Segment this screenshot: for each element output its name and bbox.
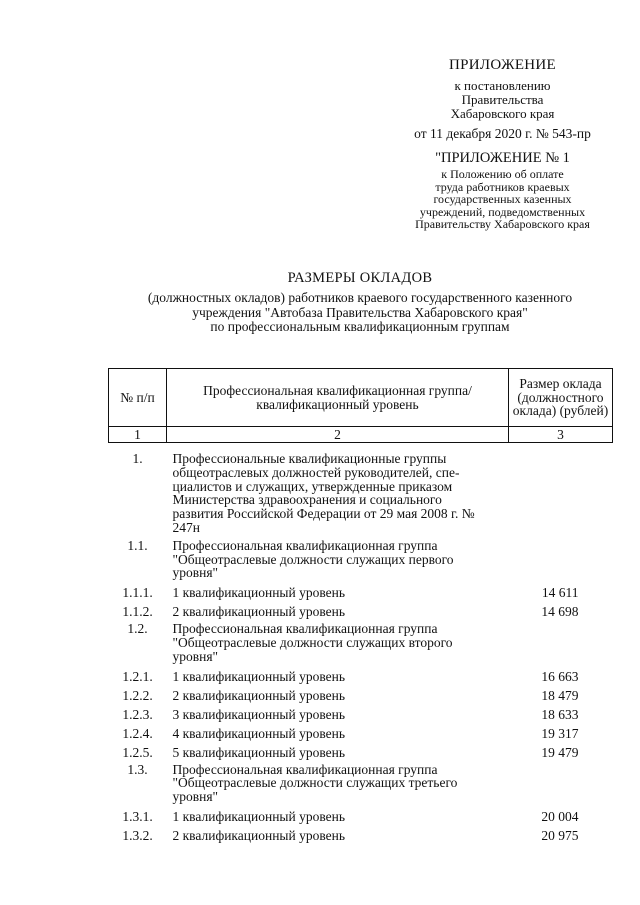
row-name: Профессиональная квалификационная группа "Общеотраслевые должности служащих первого уровня" bbox=[172, 537, 454, 581]
table-row bbox=[109, 826, 613, 845]
row-salary: 18 633 bbox=[541, 706, 579, 722]
row-number: 1.3. bbox=[127, 761, 148, 777]
header-line: к постановлению bbox=[454, 78, 551, 93]
row-number: 1.3.1. bbox=[122, 808, 153, 824]
row-name: 1 квалификационный уровень bbox=[172, 585, 346, 601]
row-number: 1.2.4. bbox=[122, 725, 153, 741]
row-name: 2 квалификационный уровень bbox=[172, 827, 346, 843]
table-row bbox=[109, 538, 613, 583]
row-salary bbox=[509, 762, 613, 807]
table-row bbox=[109, 807, 613, 826]
header-line: Хабаровского края bbox=[450, 106, 555, 121]
header-name: Профессиональная квалификационная группа/ квалификационный уровень bbox=[167, 369, 509, 427]
main-title: РАЗМЕРЫ ОКЛАДОВ bbox=[287, 270, 433, 286]
sub-appendix-line: Правительству Хабаровского края bbox=[415, 217, 590, 232]
table-row bbox=[109, 621, 613, 666]
table-body bbox=[109, 451, 613, 845]
column-index: 3 bbox=[509, 427, 613, 443]
sub-appendix-line: учреждений, подведомственных bbox=[419, 204, 586, 219]
row-salary: 19 479 bbox=[541, 744, 579, 760]
row-name: Профессиональные квалификационные группы общеотраслевых должностей руководителей, спе-циалистов и служащих, утвержденные приказом Министерства здравоохранения и социального развития Российской Федерации от 29 мая 2008 г. № 247н bbox=[172, 451, 475, 535]
row-name: 1 квалификационный уровень bbox=[172, 808, 346, 824]
row-salary: 14 698 bbox=[541, 604, 579, 620]
row-salary bbox=[509, 451, 613, 538]
row-number: 1.2.5. bbox=[122, 744, 153, 760]
row-number: 1.1. bbox=[127, 537, 148, 553]
table-row bbox=[109, 762, 613, 807]
row-salary bbox=[509, 538, 613, 583]
row-salary: 18 479 bbox=[541, 687, 579, 703]
table-row bbox=[109, 705, 613, 724]
table-row bbox=[109, 667, 613, 686]
title-line: (должностных окладов) работников краевого государственного казенного bbox=[147, 290, 573, 305]
table-row bbox=[109, 686, 613, 705]
row-number: 1.2.3. bbox=[122, 706, 153, 722]
row-name: Профессиональная квалификационная группа "Общеотраслевые должности служащих второго уровня" bbox=[172, 621, 453, 664]
row-name: 2 квалификационный уровень bbox=[172, 604, 346, 620]
table-row bbox=[109, 451, 613, 538]
salary-table bbox=[108, 368, 613, 845]
title-line: учреждения "Автобаза Правительства Хабаровского края" bbox=[192, 304, 528, 320]
row-name: 5 квалификационный уровень bbox=[172, 744, 346, 760]
row-name: 1 квалификационный уровень bbox=[172, 668, 346, 684]
sub-appendix-title: "ПРИЛОЖЕНИЕ № 1 bbox=[435, 150, 570, 166]
document-title bbox=[60, 270, 640, 335]
row-number: 1.3.2. bbox=[122, 827, 153, 843]
header-salary: Размер оклада (должностного оклада) (рублей) bbox=[509, 369, 613, 427]
sub-appendix-line: к Положению об оплате bbox=[441, 167, 564, 181]
spacer-row bbox=[109, 443, 613, 452]
row-number: 1.1.1. bbox=[122, 585, 153, 601]
row-number: 1.2.1. bbox=[122, 668, 153, 684]
table-header-row bbox=[109, 369, 613, 427]
row-name: 4 квалификационный уровень bbox=[172, 725, 346, 741]
row-name: 2 квалификационный уровень bbox=[172, 687, 346, 703]
row-number: 1.2.2. bbox=[122, 687, 153, 703]
appendix-title: ПРИЛОЖЕНИЕ bbox=[448, 57, 557, 73]
row-salary: 16 663 bbox=[541, 668, 579, 684]
column-index-row bbox=[109, 427, 613, 443]
table-row bbox=[109, 583, 613, 602]
header-line: Правительства bbox=[461, 92, 544, 107]
table-row bbox=[109, 724, 613, 743]
sub-appendix-line: государственных казенных bbox=[433, 192, 572, 207]
table-row bbox=[109, 602, 613, 621]
sub-appendix-header bbox=[395, 150, 610, 231]
column-index: 1 bbox=[109, 427, 167, 443]
row-salary: 20 004 bbox=[541, 808, 579, 824]
title-line: по профессиональным квалификационным группам bbox=[210, 319, 510, 334]
column-index: 2 bbox=[167, 427, 509, 443]
appendix-header bbox=[395, 56, 610, 142]
row-salary: 14 611 bbox=[541, 585, 579, 601]
decree-date: от 11 декабря 2020 г. № 543-пр bbox=[414, 126, 591, 141]
row-name: 3 квалификационный уровень bbox=[172, 706, 346, 722]
row-salary: 19 317 bbox=[541, 725, 579, 741]
row-number: 1.1.2. bbox=[122, 604, 153, 620]
sub-appendix-line: труда работников краевых bbox=[435, 179, 570, 194]
row-number: 1. bbox=[132, 451, 143, 466]
row-name: Профессиональная квалификационная группа "Общеотраслевые должности служащих третьего уровня" bbox=[172, 761, 458, 805]
spacer-cell bbox=[109, 443, 613, 452]
row-salary bbox=[509, 621, 613, 666]
row-number: 1.2. bbox=[127, 621, 148, 637]
row-salary: 20 975 bbox=[541, 827, 579, 843]
table-row bbox=[109, 743, 613, 762]
header-num: № п/п bbox=[109, 369, 167, 427]
